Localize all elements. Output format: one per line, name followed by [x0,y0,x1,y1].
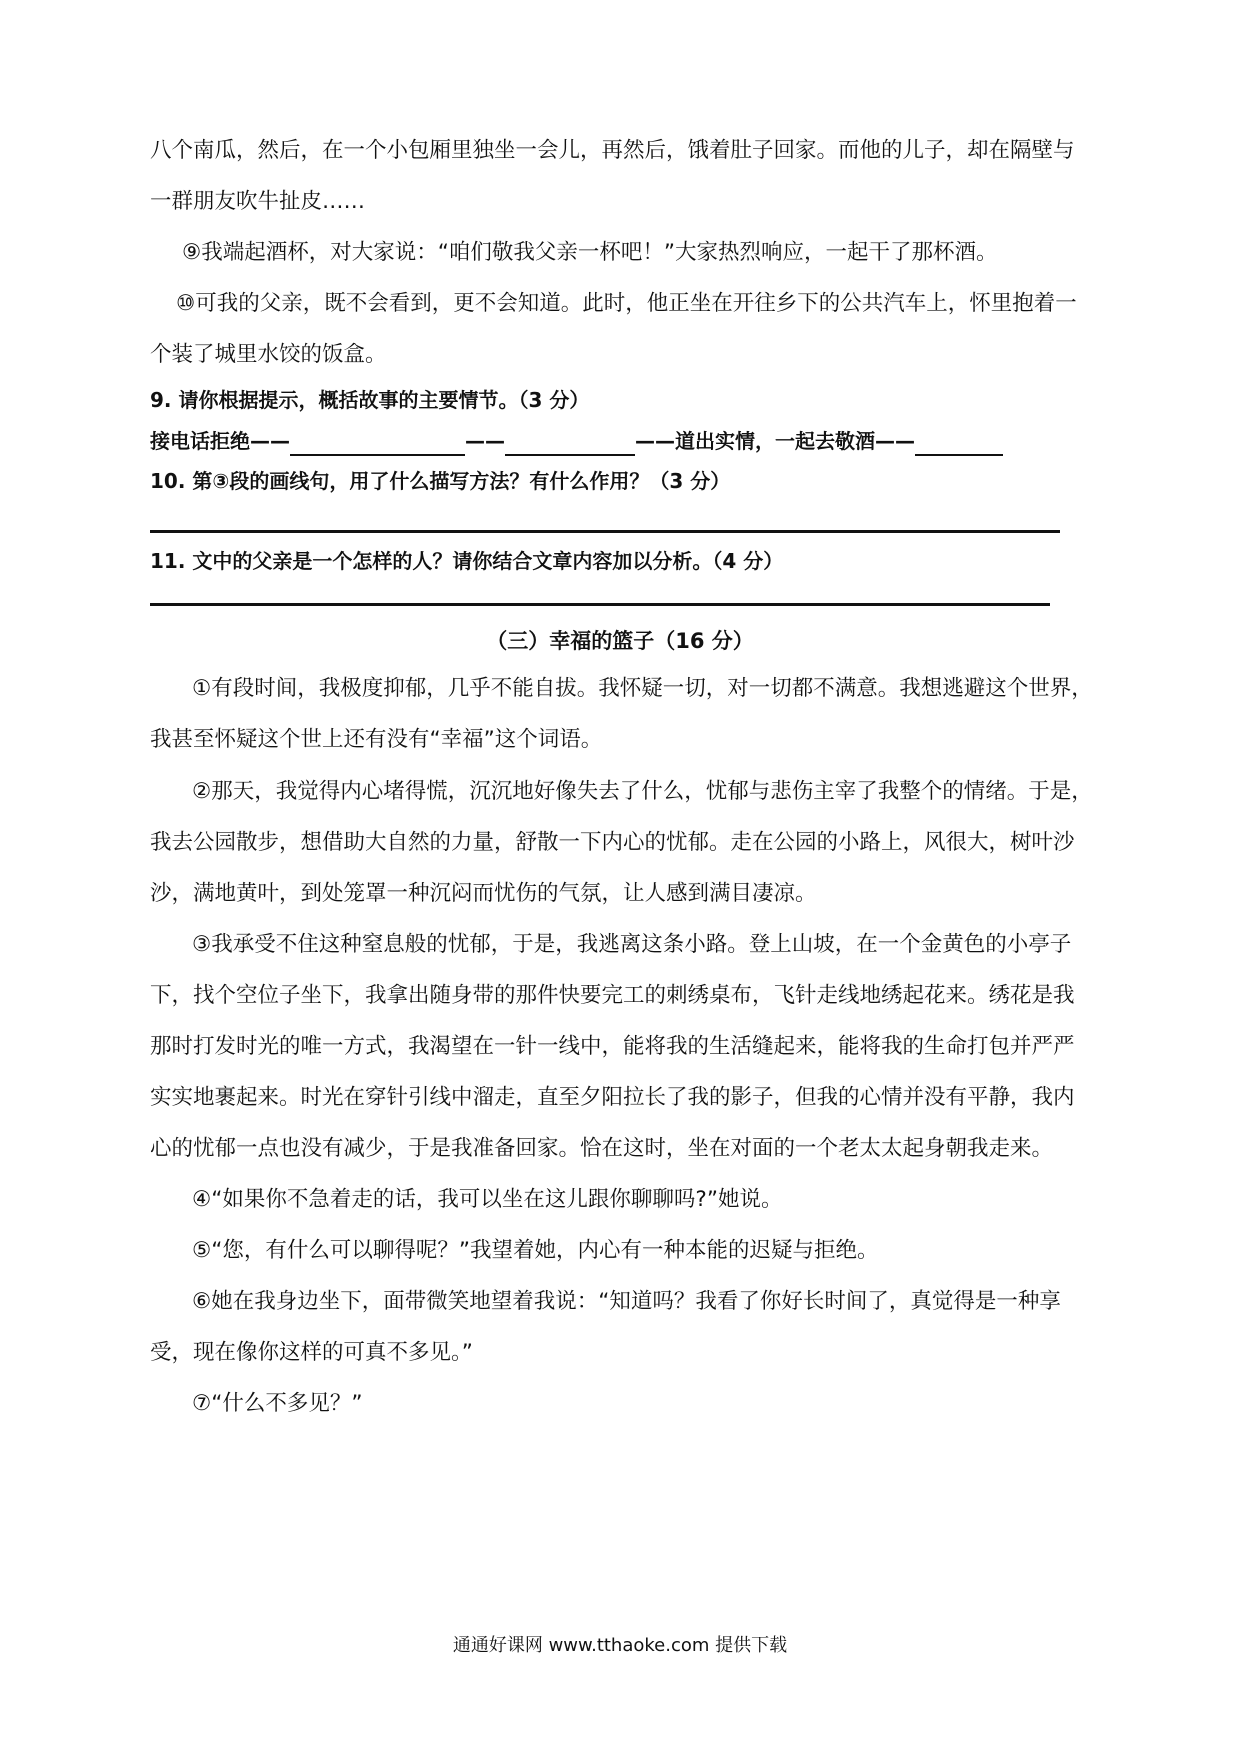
paragraph-line: 我去公园散步，想借助大自然的力量，舒散一下内心的忧郁。走在公园的小路上，风很大，树叶沙 [150,830,1075,855]
paragraph-9: ⑨我端起酒杯，对大家说：“咱们敬我父亲一杯吧！”大家热烈响应，一起干了那杯酒。 [182,240,998,265]
answer-blank-3[interactable] [915,432,1003,456]
question-9: 9. 请你根据提示，概括故事的主要情节。（3 分） [150,388,590,412]
paragraph-1: ①有段时间，我极度抑郁，几乎不能自拔。我怀疑一切，对一切都不满意。我想逃避这个世界， [192,676,1093,701]
paragraph-10: ⑩可我的父亲，既不会看到，更不会知道。此时，他正坐在开往乡下的公共汽车上，怀里抱着一 [176,291,1077,316]
question-10: 10. 第③段的画线句，用了什么描写方法？有什么作用？（3 分） [150,469,731,493]
q9-prompt-3: ——道出实情，一起去敬酒—— [635,429,915,453]
question-11: 11. 文中的父亲是一个怎样的人？请你结合文章内容加以分析。（4 分） [150,549,784,573]
paragraph-line: 我甚至怀疑这个世上还有没有“幸福”这个词语。 [150,727,603,752]
paragraph-7: ⑦“什么不多见？” [192,1391,363,1416]
answer-line-q10[interactable] [150,530,1060,533]
paragraph-line: 受，现在像你这样的可真不多见。” [150,1340,473,1365]
paragraph-3: ③我承受不住这种窒息般的忧郁，于是，我逃离这条小路。登上山坡，在一个金黄色的小亭子 [192,932,1072,957]
answer-blank-2[interactable] [505,432,635,456]
q9-prompt-2: —— [465,429,505,453]
paragraph-line: 沙，满地黄叶，到处笼罩一种沉闷而忧伤的气氛，让人感到满目凄凉。 [150,881,817,906]
paragraph-line: 个装了城里水饺的饭盒。 [150,342,387,367]
paragraph-line: 八个南瓜，然后，在一个小包厢里独坐一会儿，再然后，饿着肚子回家。而他的儿子，却在隔壁与 [150,138,1075,163]
q9-prompt-1: 接电话拒绝—— [150,429,290,453]
question-9-answer-row [150,426,1100,456]
paragraph-line: 心的忧郁一点也没有减少，于是我准备回家。恰在这时，坐在对面的一个老太太起身朝我走来。 [150,1136,1054,1161]
paragraph-line: 实实地裹起来。时光在穿针引线中溜走，直至夕阳拉长了我的影子，但我的心情并没有平静，我内 [150,1085,1075,1110]
paragraph-2: ②那天，我觉得内心堵得慌，沉沉地好像失去了什么，忧郁与悲伤主宰了我整个的情绪。于是， [192,779,1093,804]
paragraph-line: 那时打发时光的唯一方式，我渴望在一针一线中，能将我的生活缝起来，能将我的生命打包并严严 [150,1034,1075,1059]
paragraph-6: ⑥她在我身边坐下，面带微笑地望着我说：“知道吗？我看了你好长时间了，真觉得是一种享 [192,1289,1061,1314]
answer-blank-1[interactable] [290,432,465,456]
paragraph-4: ④“如果你不急着走的话，我可以坐在这儿跟你聊聊吗?”她说。 [192,1187,783,1212]
page-footer: 通通好课网 www.tthaoke.com 提供下载 [452,1635,788,1656]
section-title: （三）幸福的篮子（16 分） [486,629,754,653]
paragraph-line: 下，找个空位子坐下，我拿出随身带的那件快要完工的刺绣桌布，飞针走线地绣起花来。绣花是我 [150,983,1075,1008]
answer-line-q11[interactable] [150,603,1050,606]
paragraph-5: ⑤“您，有什么可以聊得呢？”我望着她，内心有一种本能的迟疑与拒绝。 [192,1238,879,1263]
paragraph-line: 一群朋友吹牛扯皮…… [150,189,366,214]
